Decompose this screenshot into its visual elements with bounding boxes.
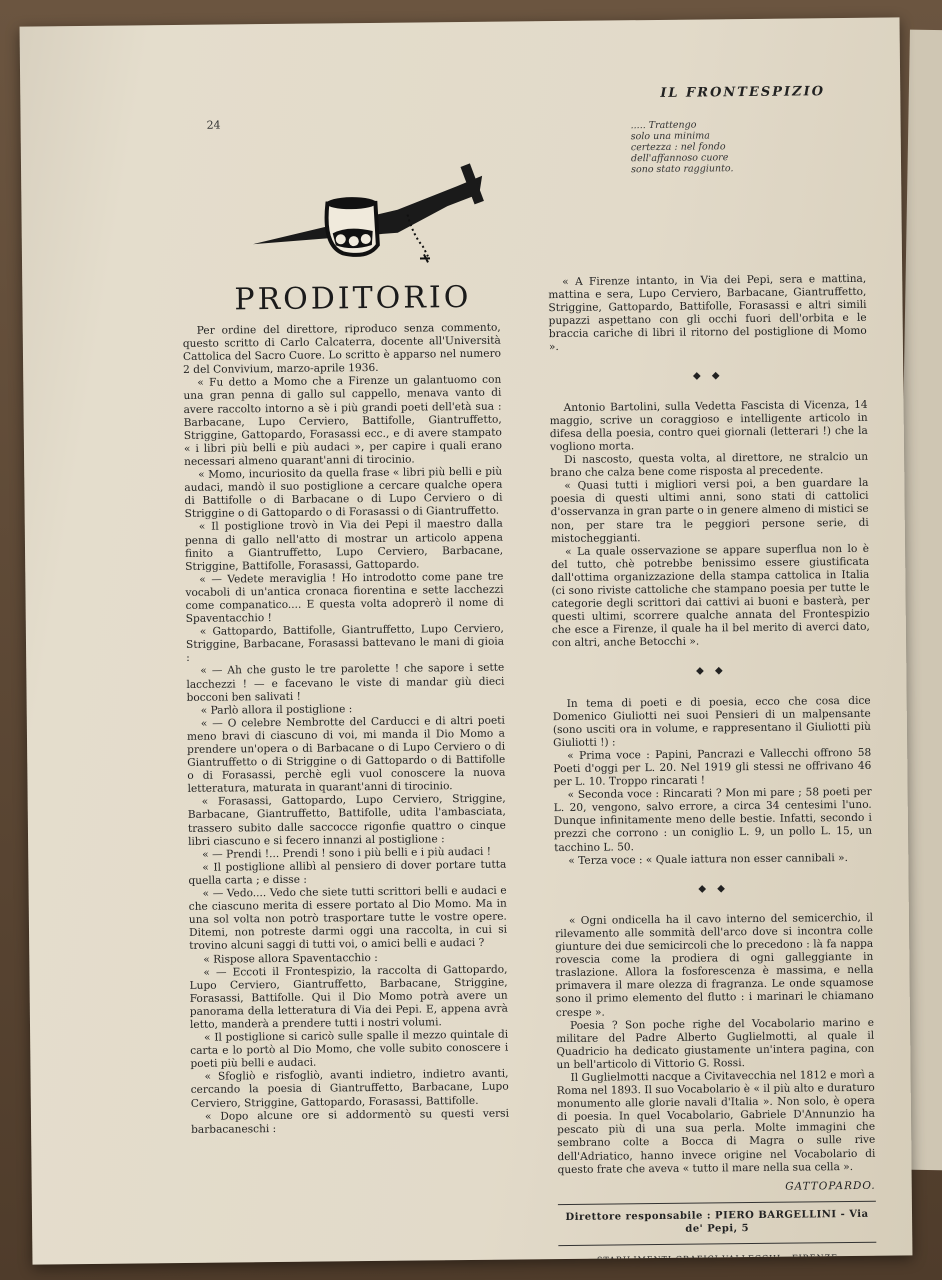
paragraph: Il Guglielmotti nacque a Civitavecchia nel 1812 e morì a Roma nel 1893. Il suo Vocabolario è « il più alto e duraturo monumento alle glorie navali d'Italia ». Non solo, è opera di poesia. In quel Vocabolario, Gabriele D'Annunzio ha pescato più di una sua perla. Molte immagini che sembrano colte a Bocca di Magra o sulle rive dell'Adriatico, hanno invece origine nel Vocabolario di questo frate che aveva « tutto il mare nella sua cella ». (556, 1068, 876, 1176)
paragraph: « Prima voce : Papini, Pancrazi e Vallecchi offrono 58 Poeti d'oggi per L. 20. Nel 1919 gli stessi ne offrivano 46 per L. 10. Troppo rincarati ! (553, 746, 872, 789)
paragraph: « Il postiglione trovò in Via dei Pepi il maestro dalla penna di gallo nell'atto di mostrar un articolo appena finito a Giantruffetto, Lupo Cerviero, Barbacane, Striggine, Battifolle, Forasassi, Gattopardo. (184, 518, 504, 573)
paragraph: « Seconda voce : Rincarati ? Mon mi pare ; 58 poeti per L. 20, vengono, salvo errore, a circa 34 centesimi l'uno. Dunque infinitamente meno delle bestie. Infatti, secondo i prezzi che corrono : un coniglio L. 9, un pollo L. 15, un tacchino L. 50. (553, 785, 873, 854)
paragraph: « Fu detto a Momo che a Firenze un galantuomo con una gran penna di gallo sul cappello, menava vanto di avere raccolto intorno a sè i più grandi poeti dell'età sua : Barbacane, Lupo Cerviero, Battifolle, Giantruffetto, Striggine, Gattopardo, Forasassi ecc., e di avere stampato « i libri più belli e più audaci », per capire i quali erano necessari almeno quarant'anni di tirocinio. (183, 373, 503, 468)
divider (558, 1201, 876, 1205)
paragraph: « — O celebre Nembrotte del Carducci e di altri poeti meno bravi di ciascuno di voi, mi manda il Dio Momo a prendere un'opera o di Barbacane o di Lupo Cerviero o di Giantruffetto o di Striggine o di Gattopardo o di Battifolle o di Forasassi, perchè egli vuol conoscere la nuova letteratura, maturata in quarant'anni di tirocinio. (186, 714, 506, 796)
epigraph-verse: ..... Trattengo solo una minima certezza : nel fondo dell'affannoso cuore sono stato raggiunto. (630, 119, 734, 176)
paragraph: « — Ah che gusto le tre parolette ! che sapore i sette lacchezzi ! — e facevano le viste di mandar giù dieci bocconi ben salivati ! (186, 662, 505, 704)
paragraph: « Forasassi, Gattopardo, Lupo Cerviero, Striggine, Barbacane, Giantruffetto, Battifolle, udita l'ambasciata, trassero subito dalle saccocce rigonfie quattro o cinque libri ciascuno e si fecero innanzi al postiglione : (187, 792, 506, 848)
paragraph: Di nascosto, questa volta, al direttore, ne stralcio un brano che calza bene come risposta al precedente. (550, 450, 869, 480)
paragraph: « — Vedete meraviglia ! Ho introdotto come pane tre vocaboli di un'antica cronaca fiorentina e sette lacchezzi come companatico.... E questa volta adoprerò il nome di Spaventacchio ! (185, 570, 504, 625)
paragraph: « Sfogliò e risfogliò, avanti indietro, indietro avanti, cercando la poesia di Giantruffetto, Barbacane, Lupo Cerviero, Striggine, Gattopardo, Forasassi, Battifolle. (190, 1067, 509, 1110)
page-number: 24 (206, 118, 221, 132)
section-separator: ◆ ◆ (695, 665, 727, 678)
paragraph: Poesia ? Son poche righe del Vocabolario marino e militare del Padre Alberto Guglielmotti, al quale il Quadricio ha dedicato giustamente un'intera pagina, con un bell'articolo di Vittorio G. Rossi. (556, 1016, 875, 1071)
section-separator: ◆ ◆ (698, 883, 729, 895)
divider (558, 1242, 876, 1246)
section-separator: ◆ ◆ (692, 369, 724, 382)
paragraph: « Il postiglione allibì al pensiero di dover portare tutta quella carta ; e disse : (188, 858, 507, 887)
paragraph: In tema di poeti e di poesia, ecco che cosa dice Domenico Giuliotti nei suoi Pensieri di un malpensante (sono usciti ora in volume, e rappresentano il Giuliotti più Giuliotti !) : (552, 694, 871, 749)
paragraph: « — Prendi !... Prendi ! sono i più belli e i più audaci ! (202, 845, 492, 861)
paragraph: « La quale osservazione se appare superflua non lo è del tutto, chè potrebbe benissimo essere giustificata dall'ottima organizzazione della stampa cattolica in Italia (ci sono riviste cattoliche che stampano poesia per tutte le categorie degli scrittori dai cattivi ai buoni e basterà, per questi ultimi, scorrere qualche annata del Frontespizio che esce a Firenze, il quale ha il bel merito di averci dato, con altri, anche Betocchi ». (551, 542, 870, 650)
paragraph: « A Firenze intanto, in Via dei Pepi, sera e mattina, mattina e sera, Lupo Cerviero, Barbacane, Giantruffetto, Striggine, Gattopardo, Battifolle, Forasassi e altri simili pupazzi aspettano con gli occhi fuori dell'orbita e le braccia cariche di libri il ritorno del postiglione di Momo ». (548, 272, 867, 354)
paragraph: « Dopo alcune ore si addormentò su questi versi barbacaneschi : (191, 1107, 510, 1136)
magazine-title: IL FRONTESPIZIO (660, 84, 826, 101)
paragraph: Antonio Bartolini, sulla Vedetta Fascista di Vicenza, 14 maggio, scrive un coraggioso e intelligente articolo in difesa della poesia, contro quei giornali (letterari !) che la vogliono morta. (549, 398, 868, 454)
paragraph: « Terza voce : « Quale iattura non esser cannibali ». (568, 851, 849, 867)
paragraph: « Gattopardo, Battifolle, Giantruffetto, Lupo Cerviero, Striggine, Barbacane, Forasassi battevano le mani di gioia : (185, 622, 505, 665)
paragraph: « Parlò allora il postiglione : (200, 702, 353, 717)
paragraph: « Rispose allora Spaventacchio : (203, 951, 378, 966)
left-column (183, 322, 509, 1137)
right-column (548, 273, 876, 1265)
paragraph: « Momo, incuriosito da quella frase « libri più belli e più audaci, mandò il suo postiglione a cercare qualche opera di Battifolle o di Barbacane o di Lupo Cerviero o di Striggine o di Gattopardo o di Forasassi o di Giantruffetto. (184, 465, 503, 521)
magazine-page (20, 17, 913, 1264)
paragraph: « Quasi tutti i migliori versi poi, a ben guardare la poesia di questi ultimi anni, sono stati di cattolici d'osservanza in gran parte o in genere almeno di mistici se non, per stare tra le peggiori persone serie, di mistocheggianti. (550, 476, 869, 545)
paragraph: « Il postiglione si caricò sulle spalle il mezzo quintale di carta e lo portò al Dio Momo, che volle subito conoscere i poeti più belli e audaci. (190, 1028, 509, 1071)
paragraph: « — Vedo.... Vedo che siete tutti scrittori belli e audaci e che ciascuno merita di essere portato al Dio Momo. Ma in una sol volta non potrò trasportare tutte le vostre opere. Ditemi, non potreste darmi oggi una raccolta, in cui si trovino alcuni saggi di tutti voi, o amici belli e audaci ? (188, 884, 508, 953)
director-line: Direttore responsabile : PIERO BARGELLINI - Via de' Pepi, 5 (565, 1208, 869, 1235)
article-title: PRODITORIO (234, 279, 472, 318)
dagger-and-cup-illustration (247, 154, 488, 267)
author-signature: GATTOPARDO. (785, 1179, 876, 1193)
paragraph: « — Eccoti il Frontespizio, la raccolta di Gattopardo, Lupo Cerviero, Giantruffetto, Barbacane, Striggine, Forasassi, Battifolle. Qui il Dio Momo potrà avere un panorama della letteratura di Via dei Pepi. E, appena avrà letto, manderà a prendere tutti i nostri volumi. (189, 963, 508, 1031)
paragraph: Per ordine del direttore, riproduco senza commento, questo scritto di Carlo Calcaterra, docente all'Università Cattolica del Sacro Cuore. Lo scritto è apparso nel numero 2 del Convivium, marzo-aprile 1936. (182, 321, 502, 377)
printer-line: STABILIMENTI GRAFICI VALLECCHI - FIRENZE (596, 1253, 839, 1265)
paragraph: « Ogni ondicella ha il cavo interno del semicerchio, il rilevamento alle sommità dell'arco dove si incontra colle giunture dei due semicircoli che lo precedono : là fa nappa rovescia come la prodiera di ogni galleggiante in traslazione. Allora la fosforescenza è massima, e nella primavera il mare olezza di fragranza. Le onde squamose sono il primo elemento del flutto : i marinari le chiamano crespe ». (555, 911, 874, 1019)
